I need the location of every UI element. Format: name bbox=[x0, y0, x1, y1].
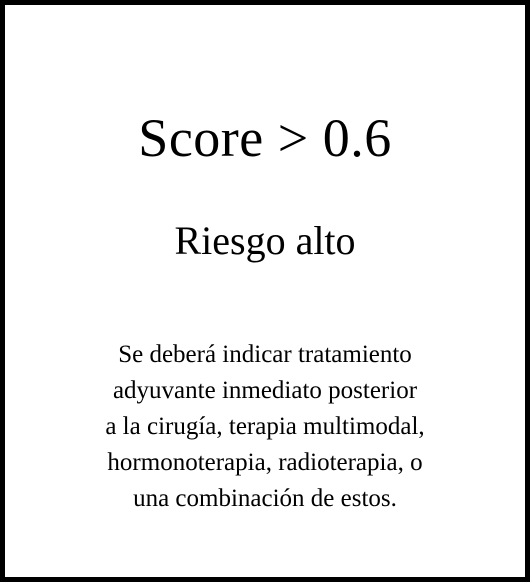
recommendation-line: a la cirugía, terapia multimodal, bbox=[105, 413, 425, 440]
risk-level-label: Riesgo alto bbox=[174, 218, 356, 263]
recommendation-line: hormonoterapia, radioterapia, o bbox=[107, 449, 423, 476]
score-threshold-title: Score > 0.6 bbox=[138, 108, 392, 168]
recommendation-text bbox=[45, 337, 485, 517]
recommendation-line: Se deberá indicar tratamiento bbox=[118, 341, 412, 368]
recommendation-line: adyuvante inmediato posterior bbox=[112, 377, 418, 404]
recommendation-line: una combinación de estos. bbox=[133, 485, 397, 512]
